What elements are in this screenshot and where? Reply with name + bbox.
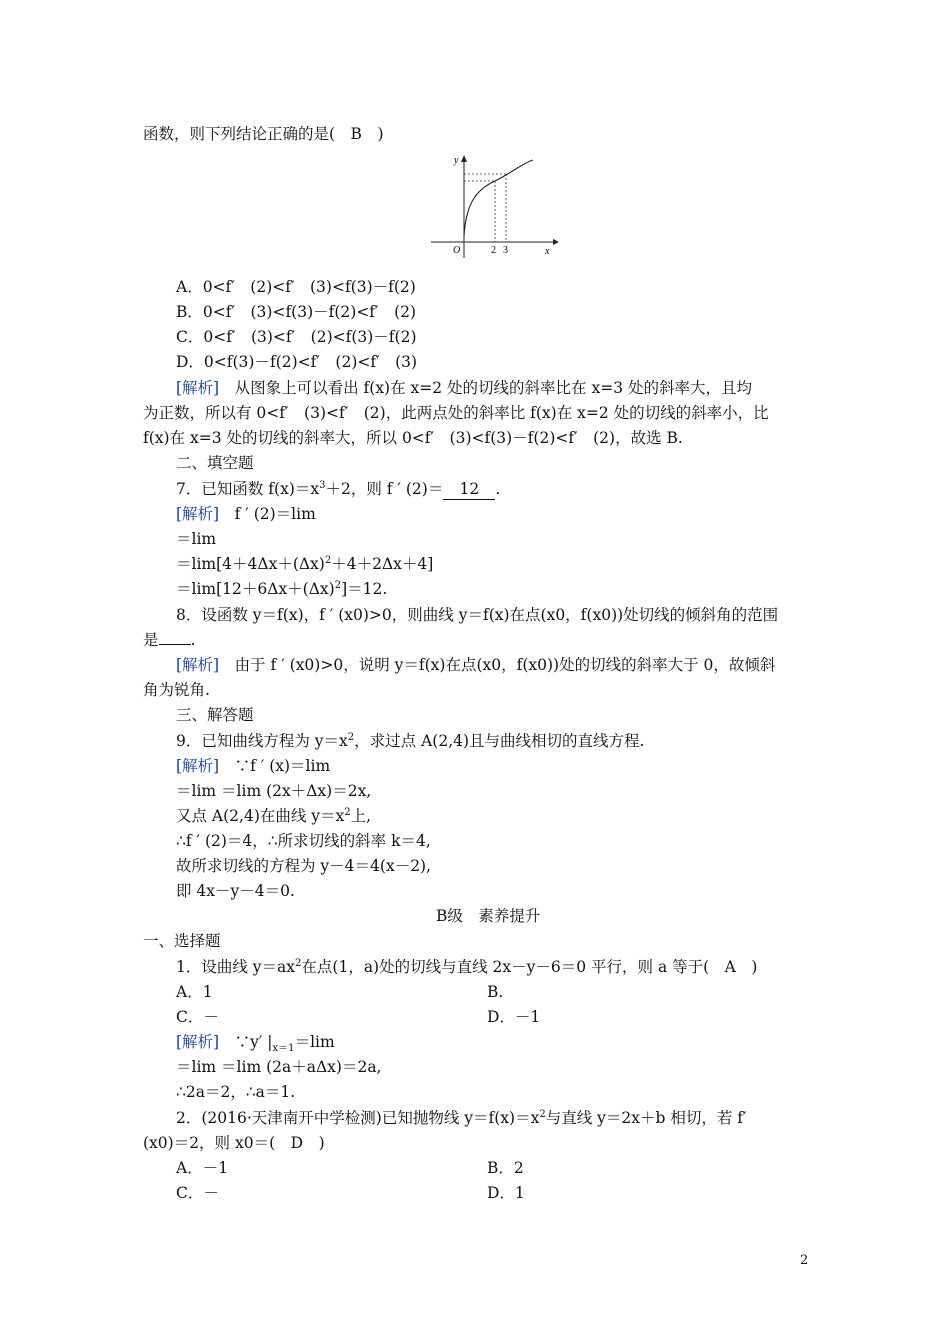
graph-tick-3: 3 (503, 245, 508, 256)
q7-answer-blank: 12 (443, 479, 495, 500)
q7-analysis-line-4: $=\lim[12+6\Delta x+(\Delta x)^2]=12$. (176, 579, 388, 598)
b1-option-b: B. (487, 983, 504, 1001)
analysis-tag: [解析] (176, 656, 220, 674)
b1-analysis-line-2: ＝lim ＝lim (2a＋aΔx)＝2a, (176, 1058, 382, 1076)
analysis-tag: [解析] (176, 379, 220, 397)
b2-option-d: D．1 (487, 1184, 525, 1202)
q7-analysis-line-3: $=\lim[4+4\Delta x+(\Delta x)^2+4+2\Delta x+4]$ (176, 554, 434, 573)
section-fill-in: 二、填空题 (176, 454, 254, 472)
b1-option-c: C．－ (176, 1008, 219, 1026)
y-axis-arrow (461, 155, 467, 162)
q6-analysis-line-3: f(x)在 x=3 处的切线的斜率大，所以 0<f′ (3)<f(3)－f(2)<f′ (2)，故选 B. (143, 429, 683, 447)
q9-stem: 9．已知曲线方程为 $y=x^2$，求过点 A(2,4)且与曲线相切的直线方程. (176, 731, 645, 750)
analysis-tag: [解析] (176, 1033, 220, 1051)
q9-analysis-line-5: 故所求切线的方程为 y－4＝4(x－2), (176, 857, 432, 875)
analysis-tag: [解析] (176, 757, 220, 775)
q6-option-a: A．0<f′ (2)<f′ (3)<f(3)－f(2) (176, 278, 416, 296)
b1-option-a: A．1 (176, 983, 213, 1001)
section-choice: 一、选择题 (143, 932, 221, 950)
q7-stem: 7．已知函数 $f(x)=x^3+2$，则 f ′ (2)＝ 12 . (176, 479, 501, 498)
q9-analysis-line-6: 即 4x－y－4＝0. (176, 882, 295, 900)
graph-tick-2: 2 (491, 245, 496, 256)
q6-stem: 函数，则下列结论正确的是( B ) (143, 125, 384, 143)
b1-option-d: D．－1 (487, 1008, 541, 1026)
q9-analysis-line-4: ∴f ′ (2)＝4，∴所求切线的斜率 k＝4, (176, 832, 431, 850)
b2-stem-line-2: (x0)＝2，则 x0＝( D ) (143, 1134, 325, 1152)
level-b-heading: B级 素养提升 (436, 907, 541, 925)
section-answer: 三、解答题 (176, 706, 254, 724)
q7-analysis-line-2: ＝lim (176, 530, 217, 548)
graph-y-label: y (454, 155, 459, 166)
b2-stem: 2．(2016·天津南开中学检测)已知抛物线 $y=f(x)=x^2$与直线 y＝2x＋b 相切，若 f′ (176, 1108, 747, 1127)
b2-option-b: B．2 (487, 1159, 524, 1177)
q8-analysis-line-2: 角为锐角. (143, 681, 210, 699)
b2-option-a: A．－1 (176, 1159, 229, 1177)
q9-analysis-line-2: ＝lim ＝lim (2x＋Δx)＝2x, (176, 782, 372, 800)
q6-analysis-line-2: 为正数，所以有 0<f′ (3)<f′ (2)，此两点处的斜率比 f(x)在 x=2 处的切线的斜率小，比 (143, 404, 769, 422)
function-graph (425, 150, 560, 262)
q8-stem-line-2: 是 . (143, 631, 196, 649)
q8-answer-blank (159, 630, 191, 645)
q6-option-b: B．0<f′ (3)<f(3)－f(2)<f′ (2) (176, 303, 417, 321)
b2-option-c: C．－ (176, 1184, 219, 1202)
q6-option-c: C．0<f′ (3)<f′ (2)<f(3)－f(2) (176, 328, 417, 346)
b1-analysis-line-1: [解析] ∵y′ $|_{x=1}=\lim$ (176, 1033, 335, 1055)
x-axis-arrow (553, 239, 559, 245)
b1-analysis-line-3: ∴2a＝2，∴a＝1. (176, 1083, 296, 1101)
q7-analysis-line-1: [解析] f ′ (2)＝lim (176, 505, 316, 523)
q6-option-d: D．0<f(3)－f(2)<f′ (2)<f′ (3) (176, 353, 418, 371)
graph-origin-label: O (453, 245, 461, 256)
q6-analysis-line-1: [解析] 从图象上可以看出 f(x)在 x=2 处的切线的斜率比在 x=3 处的斜率大，且均 (176, 379, 752, 397)
q9-analysis-line-3: 又点 A(2,4)在曲线 $y=x^2$上, (176, 806, 372, 825)
graph-x-label: x (545, 246, 550, 257)
page-number: 2 (800, 1253, 809, 1268)
analysis-tag: [解析] (176, 505, 220, 523)
q8-analysis-line-1: [解析] 由于 f ′ (x0)>0，说明 y＝f(x)在点(x0，f(x0))处的切线的斜率大于 0，故倾斜 (176, 656, 776, 674)
q8-stem: 8．设函数 y＝f(x)，f ′ (x0)>0，则曲线 y＝f(x)在点(x0，f(x0))处切线的倾斜角的范围 (176, 606, 779, 624)
b1-stem: 1．设曲线 $y=ax^2$在点(1，a)处的切线与直线 2x－y－6＝0 平行，则 a 等于( A ) (176, 957, 758, 976)
curve (464, 160, 533, 236)
q9-analysis-line-1: [解析] ∵f ′ (x)＝lim (176, 757, 331, 775)
